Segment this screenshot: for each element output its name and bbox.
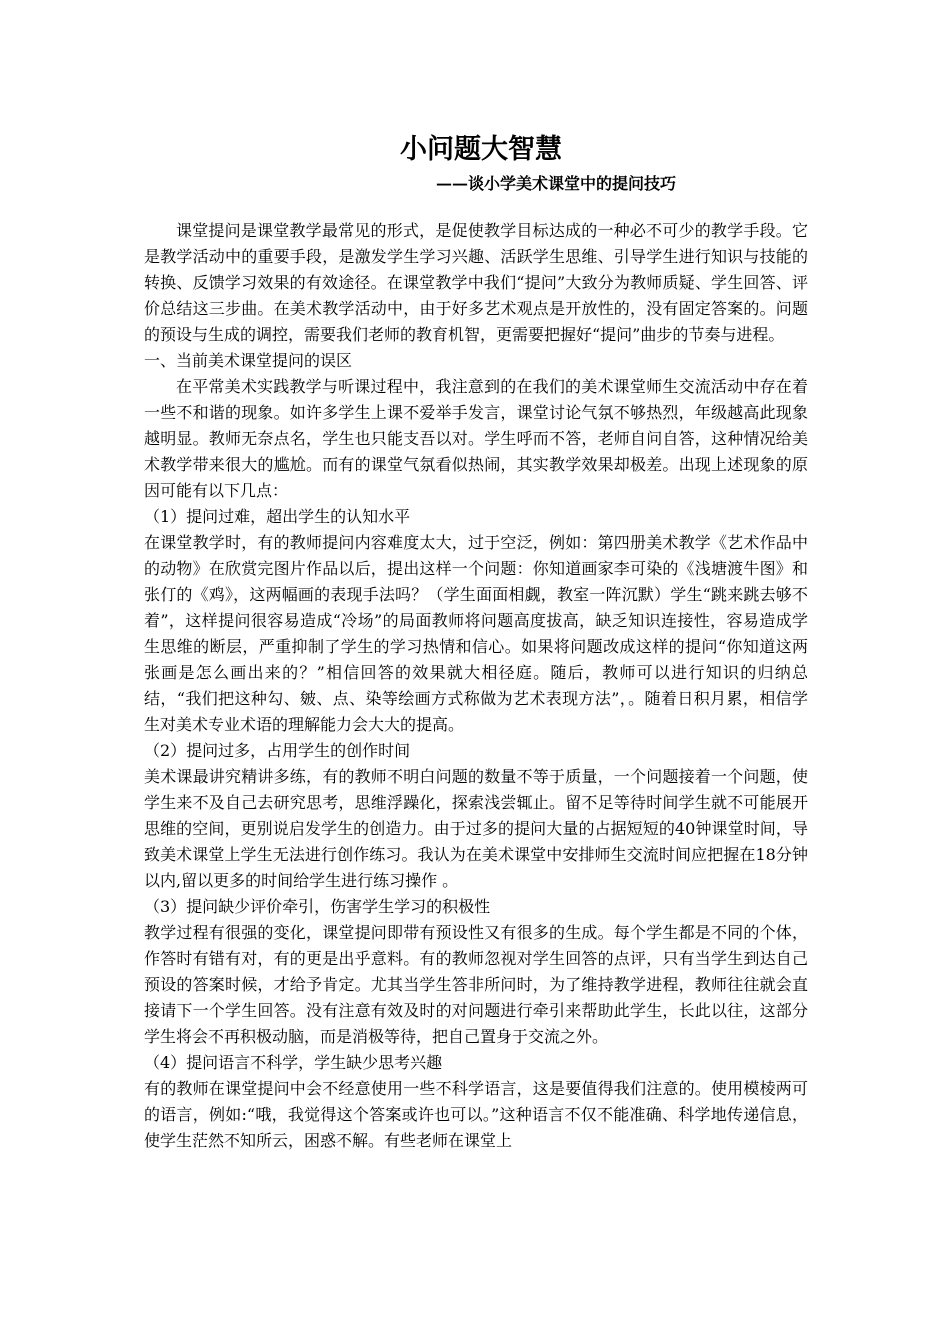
subheading-3: （3）提问缺少评价牵引，伤害学生学习的积极性 (144, 897, 491, 916)
document-body (144, 218, 808, 1154)
document-subtitle: ——谈小学美术课堂中的提问技巧 (435, 174, 676, 193)
subheading-1: （1）提问过难，超出学生的认知水平 (144, 507, 411, 526)
section-heading-1: 一、当前美术课堂提问的误区 (144, 351, 353, 370)
subheading-4: （4）提问语言不科学，学生缺少思考兴趣 (144, 1053, 443, 1072)
paragraph-too-many: 美术课最讲究精讲多练，有的教师不明白问题的数量不等于质量，一个问题接着一个问题，使学生来不及自己去研究思考，思维浮躁化，探索浅尝辄止。留不足等待时间学生就不可能展开思维的空间，更别说启发学生的创造力。由于过多的提问大量的占据短短的40钟课堂时间，导致美术课堂上学生无法进行创作练习。我认为在美术课堂中安排师生交流时间应把握在18分钟以内,留以更多的时间给学生进行练习操作 。 (144, 767, 808, 890)
paragraph-too-hard: 在课堂教学时，有的教师提问内容难度太大，过于空泛，例如：第四册美术教学《艺术作品中的动物》在欣赏完图片作品以后，提出这样一个问题：你知道画家李可染的《浅塘渡牛图》和张仃的《鸡》，这两幅画的表现手法吗？（学生面面相觑，教室一阵沉默）学生“跳来跳去够不着”，这样提问很容易造成“冷场”的局面教师将问题高度拔高，缺乏知识连接性，容易造成学生思维的断层，严重抑制了学生的学习热情和信心。如果将问题改成这样的提问“你知道这两张画是怎么画出来的？”相信回答的效果就大相径庭。随后，教师可以进行知识的归纳总结，“我们把这种勾、皴、点、染等绘画方式称做为艺术表现方法”，。随着日积月累，相信学生对美术专业术语的理解能力会大大的提高。 (144, 533, 808, 734)
document-title: 小问题大智慧 (400, 134, 562, 165)
paragraph-observation: 在平常美术实践教学与听课过程中，我注意到的在我们的美术课堂师生交流活动中存在着一些不和谐的现象。如许多学生上课不爱举手发言，课堂讨论气氛不够热烈，年级越高此现象越明显。教师无奈点名，学生也只能支吾以对。学生呼而不答，老师自问自答，这种情况给美术教学带来很大的尴尬。而有的课堂气氛看似热闹，其实教学效果却极差。出现上述现象的原因可能有以下几点： (144, 377, 808, 500)
paragraph-no-evaluation: 教学过程有很强的变化，课堂提问即带有预设性又有很多的生成。每个学生都是不同的个体，作答时有错有对，有的更是出乎意料。有的教师忽视对学生回答的点评，只有当学生到达自己预设的答案时候，才给予肯定。尤其当学生答非所问时，为了维持教学进程，教师往往就会直接请下一个学生回答。没有注意有效及时的对问题进行牵引来帮助此学生，长此以往，这部分学生将会不再积极动脑，而是消极等待，把自己置身于交流之外。 (144, 923, 808, 1046)
subheading-2: （2）提问过多，占用学生的创作时间 (144, 741, 411, 760)
paragraph-language: 有的教师在课堂提问中会不经意使用一些不科学语言，这是要值得我们注意的。使用模棱两可的语言，例如:“哦，我觉得这个答案或许也可以。”这种语言不仅不能准确、科学地传递信息，使学生茫然不知所云，困惑不解。有些老师在课堂上 (144, 1079, 808, 1150)
paragraph-intro: 课堂提问是课堂教学最常见的形式，是促使教学目标达成的一种必不可少的教学手段。它是教学活动中的重要手段，是激发学生学习兴趣、活跃学生思维、引导学生进行知识与技能的转换、反馈学习效果的有效途径。在课堂教学中我们“提问”大致分为教师质疑、学生回答、评价总结这三步曲。在美术教学活动中，由于好多艺术观点是开放性的，没有固定答案的。问题的预设与生成的调控，需要我们老师的教育机智，更需要把握好“提问”曲步的节奏与进程。 (144, 221, 808, 344)
